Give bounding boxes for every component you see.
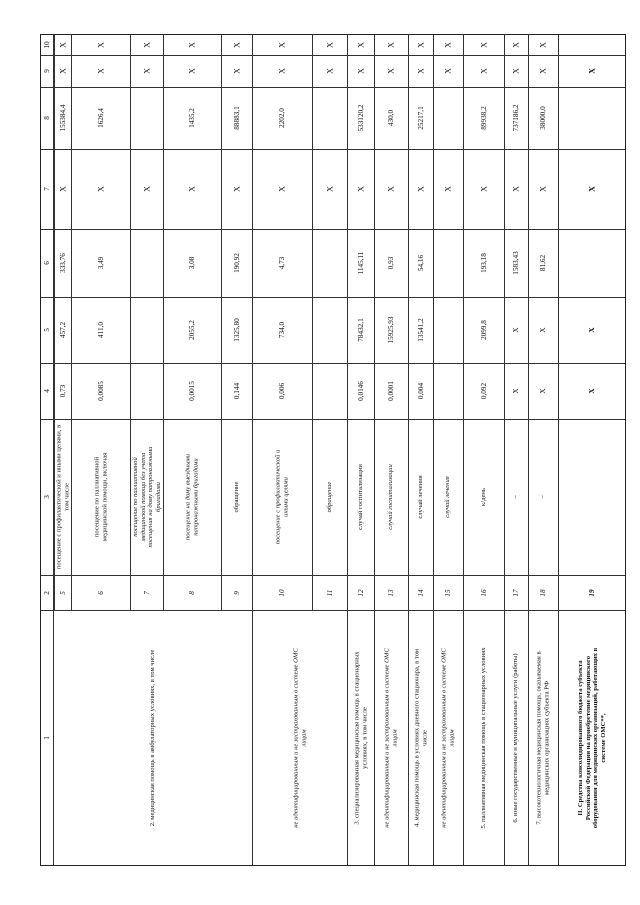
row-6-col-7-text: X — [324, 186, 334, 192]
row-11-col-10 — [463, 35, 504, 55]
row-label-1 — [252, 610, 347, 865]
row-8-col-5-text: 15925,93 — [386, 316, 395, 344]
header-col-10 — [41, 35, 53, 55]
row-8-col-4-text: 0,0001 — [386, 381, 395, 401]
label-divider-4 — [408, 610, 409, 865]
row-3-col-2 — [163, 575, 221, 610]
row-7-col-4 — [347, 363, 374, 419]
row-1-col-5 — [71, 297, 130, 363]
row-1-col-3 — [71, 419, 130, 575]
row-7-col-6 — [347, 229, 374, 297]
row-13-col-8 — [528, 87, 558, 149]
row-13-col-9 — [528, 55, 558, 87]
row-6-col-3 — [312, 419, 347, 575]
header-col-8 — [41, 87, 53, 149]
row-4-col-3 — [221, 419, 252, 575]
row-1-col-6 — [71, 229, 130, 297]
row-7-col-9 — [347, 55, 374, 87]
row-11-col-3 — [463, 419, 504, 575]
row-7-col-6-text: 1145,11 — [356, 251, 365, 275]
row-8-col-3-text: случай госпитализации — [387, 464, 395, 530]
row-14-col-5-text: X — [587, 327, 596, 333]
row-6-col-7 — [312, 149, 347, 229]
row-4-col-5 — [221, 297, 252, 363]
row-12-col-6-text: 1583,43 — [511, 251, 520, 275]
label-divider-9 — [558, 610, 559, 865]
row-4-col-4 — [221, 363, 252, 419]
row-7-col-2-text: 12 — [356, 588, 365, 597]
row-13-col-7-text: X — [538, 186, 548, 192]
header-col-2-text: 2 — [42, 590, 51, 595]
row-3-col-2-text: 8 — [187, 590, 196, 595]
row-12-col-5 — [504, 297, 528, 363]
row-8-col-7-text: X — [386, 186, 396, 192]
row-7-col-3 — [347, 419, 374, 575]
row-1-col-7 — [71, 149, 130, 229]
row-label-5 — [433, 610, 463, 865]
label-divider-7 — [504, 610, 505, 865]
row-8-col-9-text: X — [386, 68, 396, 74]
header-col-2 — [41, 575, 53, 610]
row-5-col-5-text: 734,0 — [277, 321, 286, 339]
row-2-col-3 — [130, 419, 163, 575]
row-6-col-9-text: X — [324, 68, 334, 74]
row-5-col-6 — [252, 229, 312, 297]
row-13-col-6 — [528, 229, 558, 297]
row-10-col-9-text: X — [443, 68, 453, 74]
row-3-col-5-text: 2055,2 — [187, 320, 196, 340]
row-8-col-10 — [374, 35, 408, 55]
header-col-4-text: 4 — [42, 389, 51, 393]
row-14-col-9 — [558, 55, 625, 87]
row-1-col-7-text: X — [95, 186, 105, 192]
row-9-col-4-text: 0,004 — [416, 382, 425, 400]
header-col-3 — [41, 419, 53, 575]
row-8-col-2-text: 13 — [386, 588, 395, 597]
row-3-col-8-text: 1435,2 — [187, 108, 196, 128]
row-5-col-6-text: 4,73 — [277, 256, 286, 270]
row-12-col-7 — [504, 149, 528, 229]
row-9-col-4 — [408, 363, 433, 419]
row-11-col-8 — [463, 87, 504, 149]
row-12-col-3-text: – — [512, 495, 520, 499]
row-10-col-3-text: случай лечения — [444, 476, 452, 518]
row-0-col-10 — [54, 35, 71, 55]
row-11-col-8-text: 89938,2 — [479, 106, 488, 130]
row-12-col-10 — [504, 35, 528, 55]
row-14-col-5 — [558, 297, 625, 363]
row-label-1-text: не идентифицированным и не застрахованным в системе ОМС лицам — [291, 647, 307, 828]
row-7-col-8-text: 533120,2 — [356, 104, 365, 132]
row-3-col-7 — [163, 149, 221, 229]
label-divider-1 — [252, 610, 253, 865]
row-7-col-3-text: случай госпитализации — [356, 464, 364, 530]
row-9-col-10-text: X — [415, 42, 425, 48]
row-9-col-6-text: 54,16 — [416, 254, 425, 272]
header-col-1 — [41, 610, 53, 865]
row-4-col-8 — [221, 87, 252, 149]
row-12-col-9 — [504, 55, 528, 87]
row-13-col-2 — [528, 575, 558, 610]
header-col-7 — [41, 149, 53, 229]
row-label-7 — [504, 610, 528, 865]
row-4-col-5-text: 1325,80 — [232, 318, 241, 342]
row-14-col-9-text: X — [586, 68, 596, 74]
row-5-col-8 — [252, 87, 312, 149]
row-label-4-text: 4. медицинская помощь в условиях дневного стационара, в том числе — [412, 648, 428, 827]
row-7-col-4-text: 0,0146 — [356, 381, 365, 401]
row-5-col-10 — [252, 35, 312, 55]
row-3-col-3 — [163, 419, 221, 575]
row-label-0-text: 2. медицинская помощь в амбулаторных условиях, в том числе — [149, 649, 157, 826]
row-14-col-4 — [558, 363, 625, 419]
row-0-col-6 — [54, 229, 71, 297]
row-12-col-5-text: X — [511, 327, 520, 333]
row-0-col-6-text: 333,76 — [58, 253, 67, 273]
row-label-2-text: 3. специализированная медицинская помощь в стационарных условиях, в том числе — [352, 650, 368, 825]
row-1-col-8-text: 1626,4 — [96, 108, 105, 128]
row-8-col-6-text: 0,93 — [386, 256, 395, 270]
row-0-col-8-text: 155384,4 — [58, 104, 67, 132]
row-0-col-2-text: 5 — [58, 590, 67, 595]
row-label-6 — [463, 610, 504, 865]
row-11-col-5 — [463, 297, 504, 363]
row-11-col-7 — [463, 149, 504, 229]
row-14-col-2 — [558, 575, 625, 610]
header-col-1-text: 1 — [42, 735, 51, 740]
row-1-col-3-text: посещение по паллиативной медицинской помощи, включая — [92, 452, 108, 542]
row-1-col-10 — [71, 35, 130, 55]
row-4-col-3-text: обращение — [232, 481, 240, 513]
row-4-col-7-text: X — [231, 186, 241, 192]
label-divider-5 — [433, 610, 434, 865]
row-0-col-3 — [54, 419, 71, 575]
row-9-col-8 — [408, 87, 433, 149]
row-13-col-3-text: – — [539, 495, 547, 499]
row-9-col-2-text: 14 — [416, 588, 425, 597]
row-3-col-4 — [163, 363, 221, 419]
row-3-col-9 — [163, 55, 221, 87]
row-10-col-10 — [433, 35, 463, 55]
row-3-col-3-text: посещение на дому выездными патронажными бригадами — [184, 453, 199, 541]
row-13-col-3 — [528, 419, 558, 575]
row-0-col-4-text: 0,73 — [58, 384, 67, 398]
row-10-col-2 — [433, 575, 463, 610]
row-9-col-6 — [408, 229, 433, 297]
row-13-col-2-text: 18 — [538, 588, 547, 597]
row-4-col-8-text: 88883,1 — [232, 106, 241, 130]
row-1-col-5-text: 411,0 — [96, 322, 105, 338]
row-label-2 — [347, 610, 374, 865]
row-6-col-2 — [312, 575, 347, 610]
row-13-col-4-text: X — [538, 388, 547, 394]
row-0-col-5-text: 457,2 — [58, 321, 67, 339]
row-11-col-5-text: 2099,8 — [479, 320, 488, 340]
row-13-col-10-text: X — [538, 42, 548, 48]
row-3-col-4-text: 0,0015 — [187, 381, 196, 401]
row-11-col-10-text: X — [478, 42, 488, 48]
header-col-8-text: 8 — [42, 116, 51, 120]
row-11-col-7-text: X — [478, 186, 488, 192]
row-13-col-10 — [528, 35, 558, 55]
row-5-col-2 — [252, 575, 312, 610]
row-12-col-2 — [504, 575, 528, 610]
row-label-4 — [408, 610, 433, 865]
row-11-col-4-text: 0,092 — [479, 382, 488, 400]
header-col-6 — [41, 229, 53, 297]
row-7-col-5-text: 78432,1 — [356, 318, 365, 342]
row-10-col-9 — [433, 55, 463, 87]
row-9-col-9 — [408, 55, 433, 87]
row-4-col-9-text: X — [231, 68, 241, 74]
row-3-col-9-text: X — [187, 68, 197, 74]
row-6-col-3-text: обращение — [325, 481, 333, 513]
row-8-col-8-text: 430,0 — [386, 109, 395, 127]
row-1-col-8 — [71, 87, 130, 149]
row-5-col-8-text: 2202,0 — [277, 108, 286, 128]
row-6-col-9 — [312, 55, 347, 87]
row-3-col-10 — [163, 35, 221, 55]
row-12-col-8-text: 737186,2 — [511, 104, 520, 132]
row-0-col-3-text: посещение с профилактической и иными целями, в том числе — [54, 424, 70, 570]
row-13-col-6-text: 81,62 — [538, 254, 547, 272]
row-12-col-3 — [504, 419, 528, 575]
row-12-col-6 — [504, 229, 528, 297]
row-label-9 — [558, 610, 625, 865]
row-0-col-5 — [54, 297, 71, 363]
row-0-col-7 — [54, 149, 71, 229]
row-9-col-2 — [408, 575, 433, 610]
row-10-col-3 — [433, 419, 463, 575]
row-5-col-9 — [252, 55, 312, 87]
row-9-col-7 — [408, 149, 433, 229]
row-3-col-8 — [163, 87, 221, 149]
row-5-col-2-text: 10 — [277, 588, 286, 597]
header-col-3-text: 3 — [42, 495, 51, 499]
row-label-6-text: 5. паллиативная медицинская помощь в стационарных условиях — [479, 646, 487, 829]
row-8-col-10-text: X — [386, 42, 396, 48]
row-12-col-4 — [504, 363, 528, 419]
header-col-5 — [41, 297, 53, 363]
row-10-col-7 — [433, 149, 463, 229]
row-11-col-4 — [463, 363, 504, 419]
row-3-col-6-text: 3,08 — [187, 256, 196, 270]
row-label-8-text: 7. высокотехнологичная медицинская помощь, оказываемая в медицинских организациях субъекта РФ — [535, 650, 550, 825]
row-7-col-10 — [347, 35, 374, 55]
row-9-col-9-text: X — [415, 68, 425, 74]
row-3-col-10-text: X — [187, 42, 197, 48]
row-13-col-5 — [528, 297, 558, 363]
row-0-col-9-text: X — [57, 68, 67, 74]
header-col-7-text: 7 — [42, 187, 51, 191]
row-label-9-text: II. Средства консолидированного бюджета субъекта Российской Федерации на приобретение медицинского оборудования для медицинских организаций, работающих в системе ОМС**, — [576, 647, 607, 828]
row-5-col-9-text: X — [277, 68, 287, 74]
row-4-col-2 — [221, 575, 252, 610]
row-7-col-7-text: X — [355, 186, 365, 192]
row-2-col-2-text: 7 — [142, 590, 151, 595]
header-col-5-text: 5 — [42, 328, 51, 332]
row-6-col-2-text: 11 — [325, 589, 334, 596]
row-0-col-8 — [54, 87, 71, 149]
row-9-col-3 — [408, 419, 433, 575]
row-2-col-7-text: X — [141, 186, 151, 192]
row-11-col-3-text: к/день — [479, 488, 487, 506]
row-1-col-2-text: 6 — [96, 590, 105, 595]
row-4-col-4-text: 0,144 — [232, 382, 241, 400]
row-label-7-text: 6. иные государственные и муниципальные услуги (работы) — [512, 652, 520, 823]
row-1-col-4-text: 0,0085 — [96, 381, 105, 401]
row-8-col-5 — [374, 297, 408, 363]
row-9-col-3-text: случай лечения — [416, 475, 424, 519]
header-col-9 — [41, 55, 53, 87]
row-0-col-4 — [54, 363, 71, 419]
row-4-col-10 — [221, 35, 252, 55]
row-7-col-10-text: X — [355, 42, 365, 48]
row-8-col-7 — [374, 149, 408, 229]
row-10-col-7-text: X — [443, 186, 453, 192]
row-14-col-7 — [558, 149, 625, 229]
row-12-col-2-text: 17 — [511, 588, 520, 597]
row-8-col-2 — [374, 575, 408, 610]
row-4-col-7 — [221, 149, 252, 229]
row-8-col-6 — [374, 229, 408, 297]
row-0-col-10-text: X — [57, 42, 67, 48]
row-6-col-10 — [312, 35, 347, 55]
row-1-col-2 — [71, 575, 130, 610]
row-14-col-7-text: X — [586, 186, 596, 192]
row-7-col-2 — [347, 575, 374, 610]
row-2-col-2 — [130, 575, 163, 610]
row-14-col-2-text: 19 — [587, 588, 596, 597]
row-4-col-6-text: 190,92 — [232, 253, 241, 273]
row-1-col-4 — [71, 363, 130, 419]
row-11-col-6-text: 193,18 — [479, 253, 488, 273]
row-12-col-4-text: X — [511, 388, 520, 394]
row-10-col-10-text: X — [443, 42, 453, 48]
row-12-col-8 — [504, 87, 528, 149]
row-2-col-9-text: X — [141, 68, 151, 74]
row-7-col-5 — [347, 297, 374, 363]
row-5-col-7-text: X — [277, 186, 287, 192]
row-7-col-8 — [347, 87, 374, 149]
row-1-col-10-text: X — [95, 42, 105, 48]
row-7-col-9-text: X — [355, 68, 365, 74]
row-3-col-5 — [163, 297, 221, 363]
row-8-col-9 — [374, 55, 408, 87]
row-2-col-10 — [130, 35, 163, 55]
row-2-col-10-text: X — [141, 42, 151, 48]
header-col-6-text: 6 — [42, 261, 51, 265]
row-0-col-7-text: X — [57, 186, 67, 192]
label-divider-3 — [374, 610, 375, 865]
row-9-col-5-text: 13541,2 — [416, 318, 425, 342]
row-3-col-6 — [163, 229, 221, 297]
row-5-col-3 — [252, 419, 312, 575]
label-divider-8 — [528, 610, 529, 865]
row-4-col-10-text: X — [231, 42, 241, 48]
row-label-5-text: не идентифицированным и не застрахованным в системе ОМС лицам — [440, 647, 455, 828]
row-3-col-7-text: X — [187, 186, 197, 192]
row-8-col-4 — [374, 363, 408, 419]
row-11-col-6 — [463, 229, 504, 297]
row-4-col-2-text: 9 — [232, 590, 241, 595]
row-2-col-7 — [130, 149, 163, 229]
row-8-col-8 — [374, 87, 408, 149]
row-13-col-5-text: X — [538, 327, 547, 333]
row-2-col-3-text: посещение по паллиативной медицинской помощи без учета посещения на дому патронажными бригадами — [131, 446, 162, 548]
row-label-3-text: не идентифицированным и не застрахованным в системе ОМС лицам — [383, 647, 398, 828]
header-col-9-text: 9 — [42, 69, 51, 73]
row-11-col-2 — [463, 575, 504, 610]
row-1-col-6-text: 3,49 — [96, 256, 105, 270]
header-col-4 — [41, 363, 53, 419]
row-12-col-9-text: X — [511, 68, 521, 74]
row-4-col-6 — [221, 229, 252, 297]
row-5-col-10-text: X — [277, 42, 287, 48]
row-5-col-4-text: 0,006 — [277, 382, 286, 400]
row-2-col-9 — [130, 55, 163, 87]
row-12-col-7-text: X — [511, 186, 521, 192]
row-9-col-5 — [408, 297, 433, 363]
row-9-col-8-text: 25217,1 — [416, 106, 425, 130]
label-divider-2 — [347, 610, 348, 865]
row-label-0 — [54, 610, 252, 865]
row-12-col-10-text: X — [511, 42, 521, 48]
row-0-col-9 — [54, 55, 71, 87]
row-11-col-2-text: 16 — [479, 588, 488, 597]
row-13-col-8-text: 38000,0 — [538, 106, 547, 130]
row-9-col-10 — [408, 35, 433, 55]
row-13-col-9-text: X — [538, 68, 548, 74]
label-divider-6 — [463, 610, 464, 865]
row-4-col-9 — [221, 55, 252, 87]
row-1-col-9 — [71, 55, 130, 87]
row-14-col-4-text: X — [587, 388, 596, 394]
rotated-table — [40, 34, 626, 866]
row-13-col-4 — [528, 363, 558, 419]
row-5-col-3-text: посещение с профилактической и иными целями — [274, 449, 289, 545]
row-0-col-2 — [54, 575, 71, 610]
row-6-col-10-text: X — [324, 42, 334, 48]
row-13-col-7 — [528, 149, 558, 229]
row-label-3 — [374, 610, 408, 865]
row-5-col-5 — [252, 297, 312, 363]
row-7-col-7 — [347, 149, 374, 229]
row-11-col-9-text: X — [478, 68, 488, 74]
row-5-col-4 — [252, 363, 312, 419]
row-label-8 — [528, 610, 558, 865]
row-5-col-7 — [252, 149, 312, 229]
row-1-col-9-text: X — [95, 68, 105, 74]
row-9-col-7-text: X — [415, 186, 425, 192]
row-11-col-9 — [463, 55, 504, 87]
row-8-col-3 — [374, 419, 408, 575]
header-col-10-text: 10 — [42, 41, 51, 49]
row-10-col-2-text: 15 — [443, 588, 452, 597]
